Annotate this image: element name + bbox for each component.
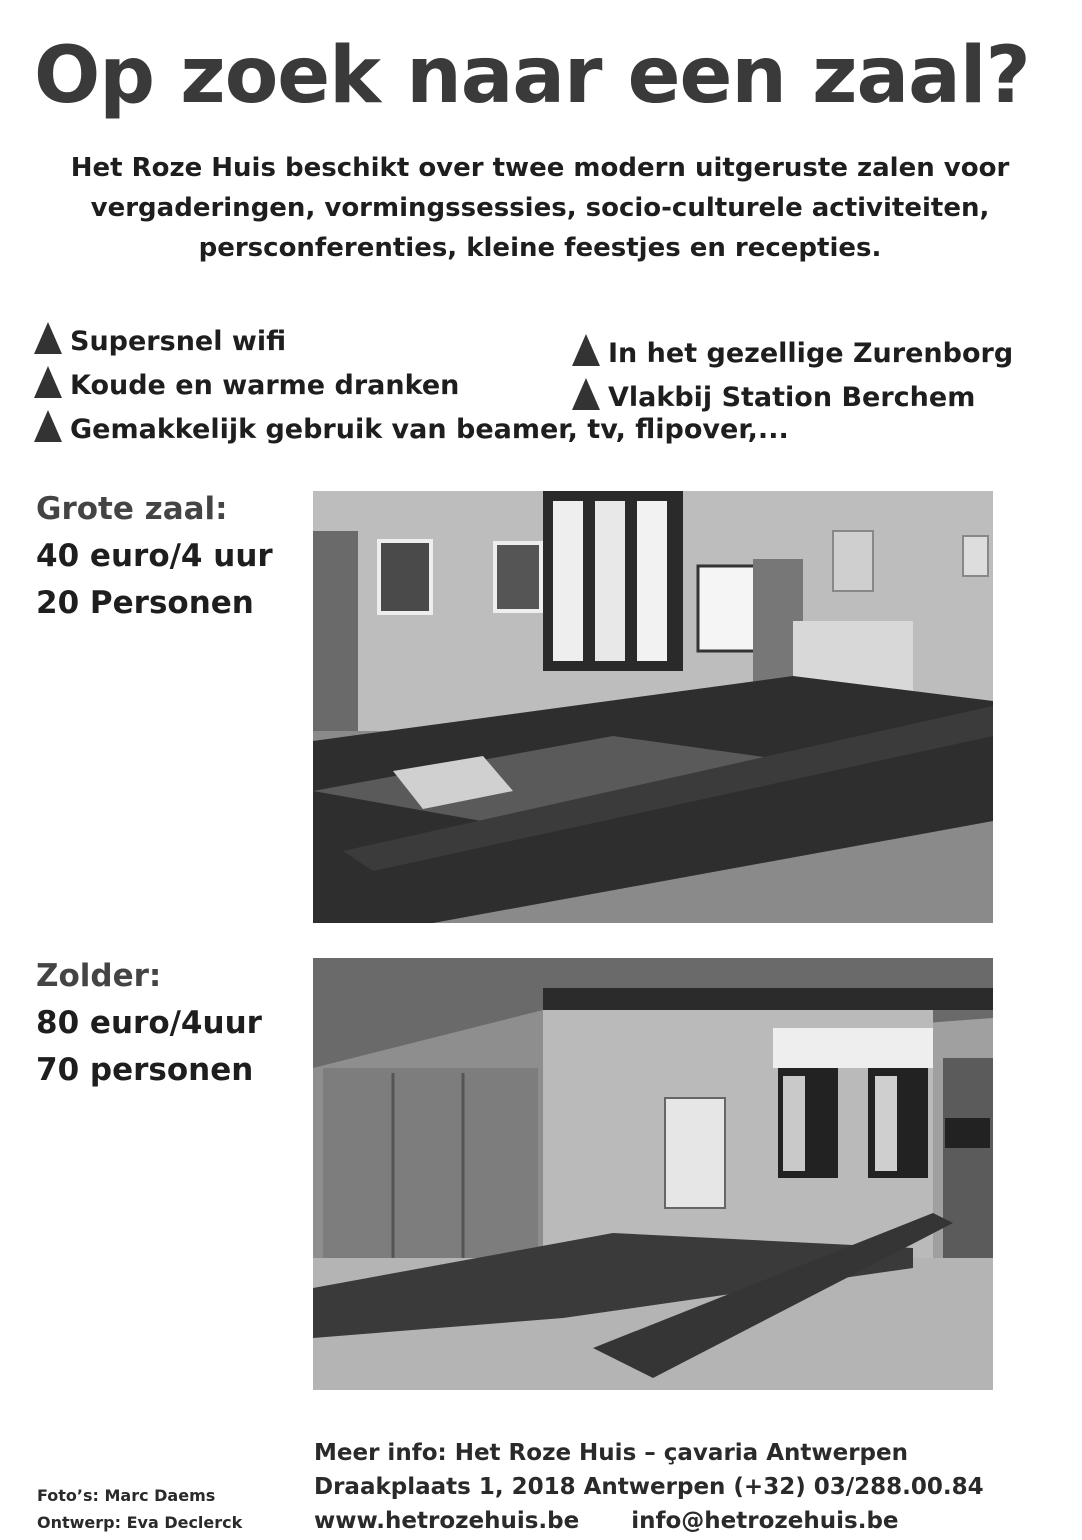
feature-label: Vlakbij Station Berchem [608,382,976,413]
room-info-grote-zaal [36,486,273,627]
room-price: 40 euro/4 uur [36,538,273,574]
feature-item [572,334,1013,372]
attic-room-photo [313,958,993,1390]
contact-web-row [314,1504,984,1538]
page-title: Op zoek naar een zaal? [34,31,1030,121]
triangle-bullet-icon [34,322,62,354]
contact-address: Draakplaats 1, 2018 Antwerpen (+32) 03/288.00.84 [314,1474,984,1500]
room-info-zolder [36,953,262,1094]
feature-label: Gemakkelijk gebruik van beamer, tv, flipover,... [70,414,789,445]
website-link[interactable]: www.hetrozehuis.be [314,1508,580,1534]
feature-label: Supersnel wifi [70,326,287,357]
room-capacity: 70 personen [36,1052,254,1088]
triangle-bullet-icon [572,378,600,410]
feature-label: Koude en warme dranken [70,370,460,401]
intro-line: persconferenties, kleine feestjes en recepties. [198,233,882,263]
credits [37,1482,242,1536]
triangle-bullet-icon [34,366,62,398]
photo-credit: Foto’s: Marc Daems [37,1486,216,1505]
feature-label: In het gezellige Zurenborg [608,338,1014,369]
triangle-bullet-icon [34,410,62,442]
triangle-bullet-icon [572,334,600,366]
intro-line: Het Roze Huis beschikt over twee modern uitgeruste zalen voor [70,153,1010,183]
room-price: 80 euro/4uur [36,1005,262,1041]
room-capacity: 20 Personen [36,585,254,621]
intro-line: vergaderingen, vormingssessies, socio-culturele activiteiten, [90,193,990,223]
room-name: Grote zaal: [36,491,228,527]
contact-line: Meer info: Het Roze Huis – çavaria Antwerpen [314,1440,908,1466]
email-link[interactable]: info@hetrozehuis.be [631,1508,899,1534]
contact-info [314,1436,984,1538]
feature-item [34,366,459,404]
design-credit: Ontwerp: Eva Declerck [37,1513,243,1532]
room-name: Zolder: [36,958,162,994]
feature-item [34,322,286,360]
meeting-room-photo [313,491,993,923]
intro-text [40,148,1040,268]
feature-item [572,378,975,416]
